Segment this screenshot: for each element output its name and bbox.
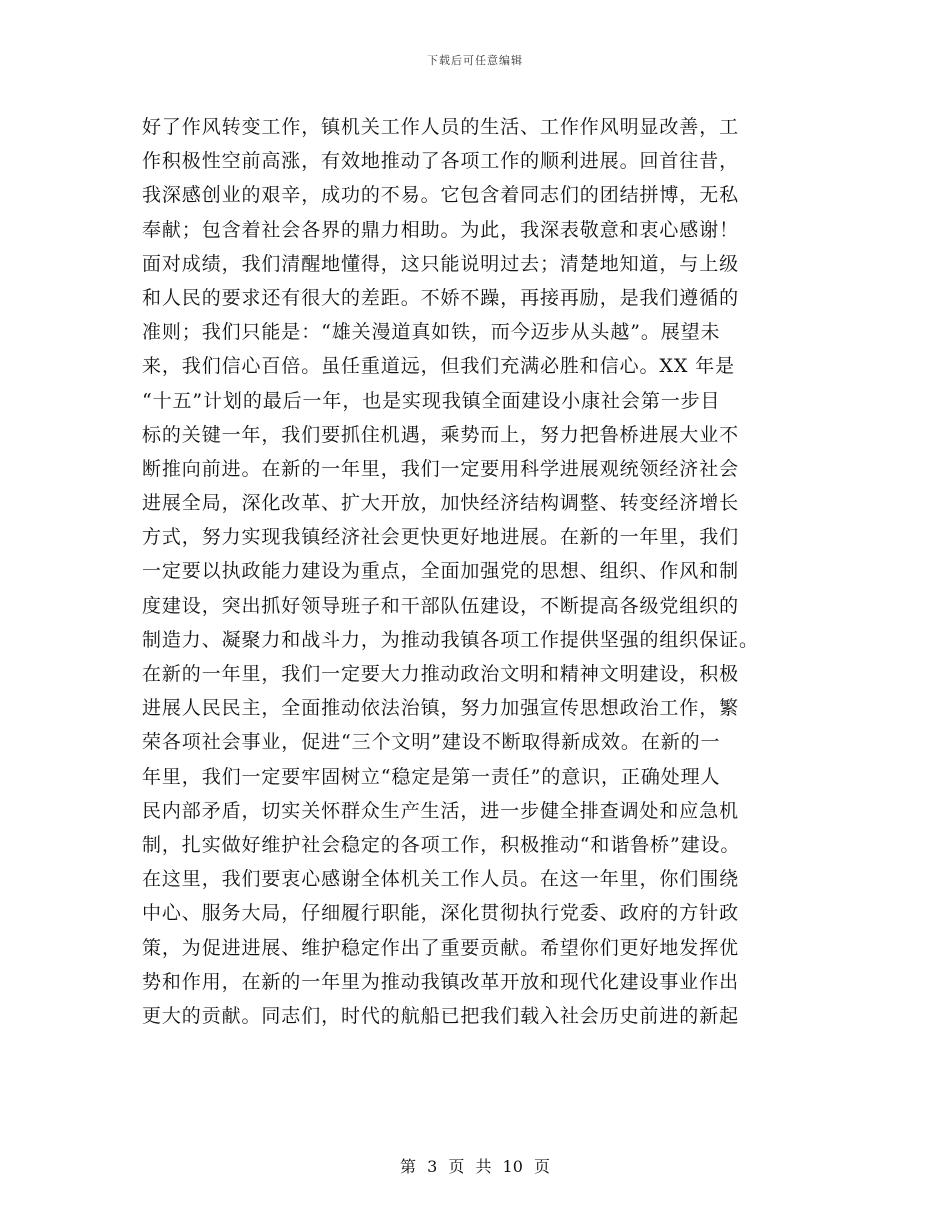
- text-line: 荣各项社会事业，促进“三个文明”建设不断取得新成效。在新的一: [142, 731, 721, 754]
- text-line: 度建设，突出抓好领导班子和干部队伍建设，不断提高各级党组织的: [142, 594, 740, 617]
- text-line: 更大的贡献。同志们，时代的航船已把我们载入社会历史前进的新起: [142, 1004, 740, 1027]
- text-line: 作积极性空前高涨，有效地推动了各项工作的顺利进展。回首往昔，: [142, 150, 740, 173]
- body-text: [142, 110, 804, 1033]
- text-line: 制造力、凝聚力和战斗力，为推动我镇各项工作提供坚强的组织保证。: [142, 628, 759, 651]
- text-line: 面对成绩，我们清醒地懂得，这只能说明过去；清楚地知道，与上级: [142, 252, 740, 275]
- text-line: 中心、服务大局，仔细履行职能，深化贯彻执行党委、政府的方针政: [142, 902, 740, 925]
- text-line: 和人民的要求还有很大的差距。不娇不躁，再接再励，是我们遵循的: [142, 286, 740, 309]
- text-line: 在这里，我们要衷心感谢全体机关工作人员。在这一年里，你们围绕: [142, 868, 740, 891]
- text-line: 一定要以执政能力建设为重点，全面加强党的思想、组织、作风和制: [142, 560, 740, 583]
- text-line: 好了作风转变工作，镇机关工作人员的生活、工作作风明显改善，工: [142, 116, 740, 138]
- text-line: 我深感创业的艰辛，成功的不易。它包含着同志们的团结拼博，无私: [142, 184, 740, 207]
- text-line: 进展全局，深化改革、扩大开放，加快经济结构调整、转变经济增长: [142, 492, 740, 515]
- text-line: 制，扎实做好维护社会稳定的各项工作，积极推动“和谐鲁桥”建设。: [142, 833, 741, 856]
- text-line: 来，我们信心百倍。虽任重道远，但我们充满必胜和信心。XX 年是: [142, 355, 735, 378]
- page-footer: 第 3 页 共 10 页: [400, 1157, 550, 1176]
- text-line: 民内部矛盾，切实关怀群众生产生活，进一步健全排查调处和应急机: [142, 799, 740, 822]
- text-line: 准则；我们只能是：“雄关漫道真如铁，而今迈步从头越”。展望未: [142, 321, 721, 344]
- text-line: 断推向前进。在新的一年里，我们一定要用科学进展观统领经济社会: [142, 457, 740, 480]
- text-line: 奉献；包含着社会各界的鼎力相助。为此，我深表敬意和衷心感谢！: [142, 218, 740, 241]
- text-line: 方式，努力实现我镇经济社会更快更好地进展。在新的一年里，我们: [142, 526, 740, 549]
- text-line: 年里，我们一定要牢固树立“稳定是第一责任”的意识，正确处理人: [142, 765, 721, 788]
- text-line: 标的关键一年，我们要抓住机遇，乘势而上，努力把鲁桥进展大业不: [142, 423, 740, 446]
- text-line: “十五”计划的最后一年，也是实现我镇全面建设小康社会第一步目: [142, 389, 721, 412]
- text-line: 进展人民民主，全面推动依法治镇，努力加强宣传思想政治工作，繁: [142, 697, 740, 720]
- text-line: 势和作用，在新的一年里为推动我镇改革开放和现代化建设事业作出: [142, 970, 740, 993]
- text-line: 在新的一年里，我们一定要大力推动政治文明和精神文明建设，积极: [142, 663, 740, 685]
- text-line: 策，为促进进展、维护稳定作出了重要贡献。希望你们更好地发挥优: [142, 936, 740, 959]
- page-header: 下载后可任意编辑: [427, 54, 523, 67]
